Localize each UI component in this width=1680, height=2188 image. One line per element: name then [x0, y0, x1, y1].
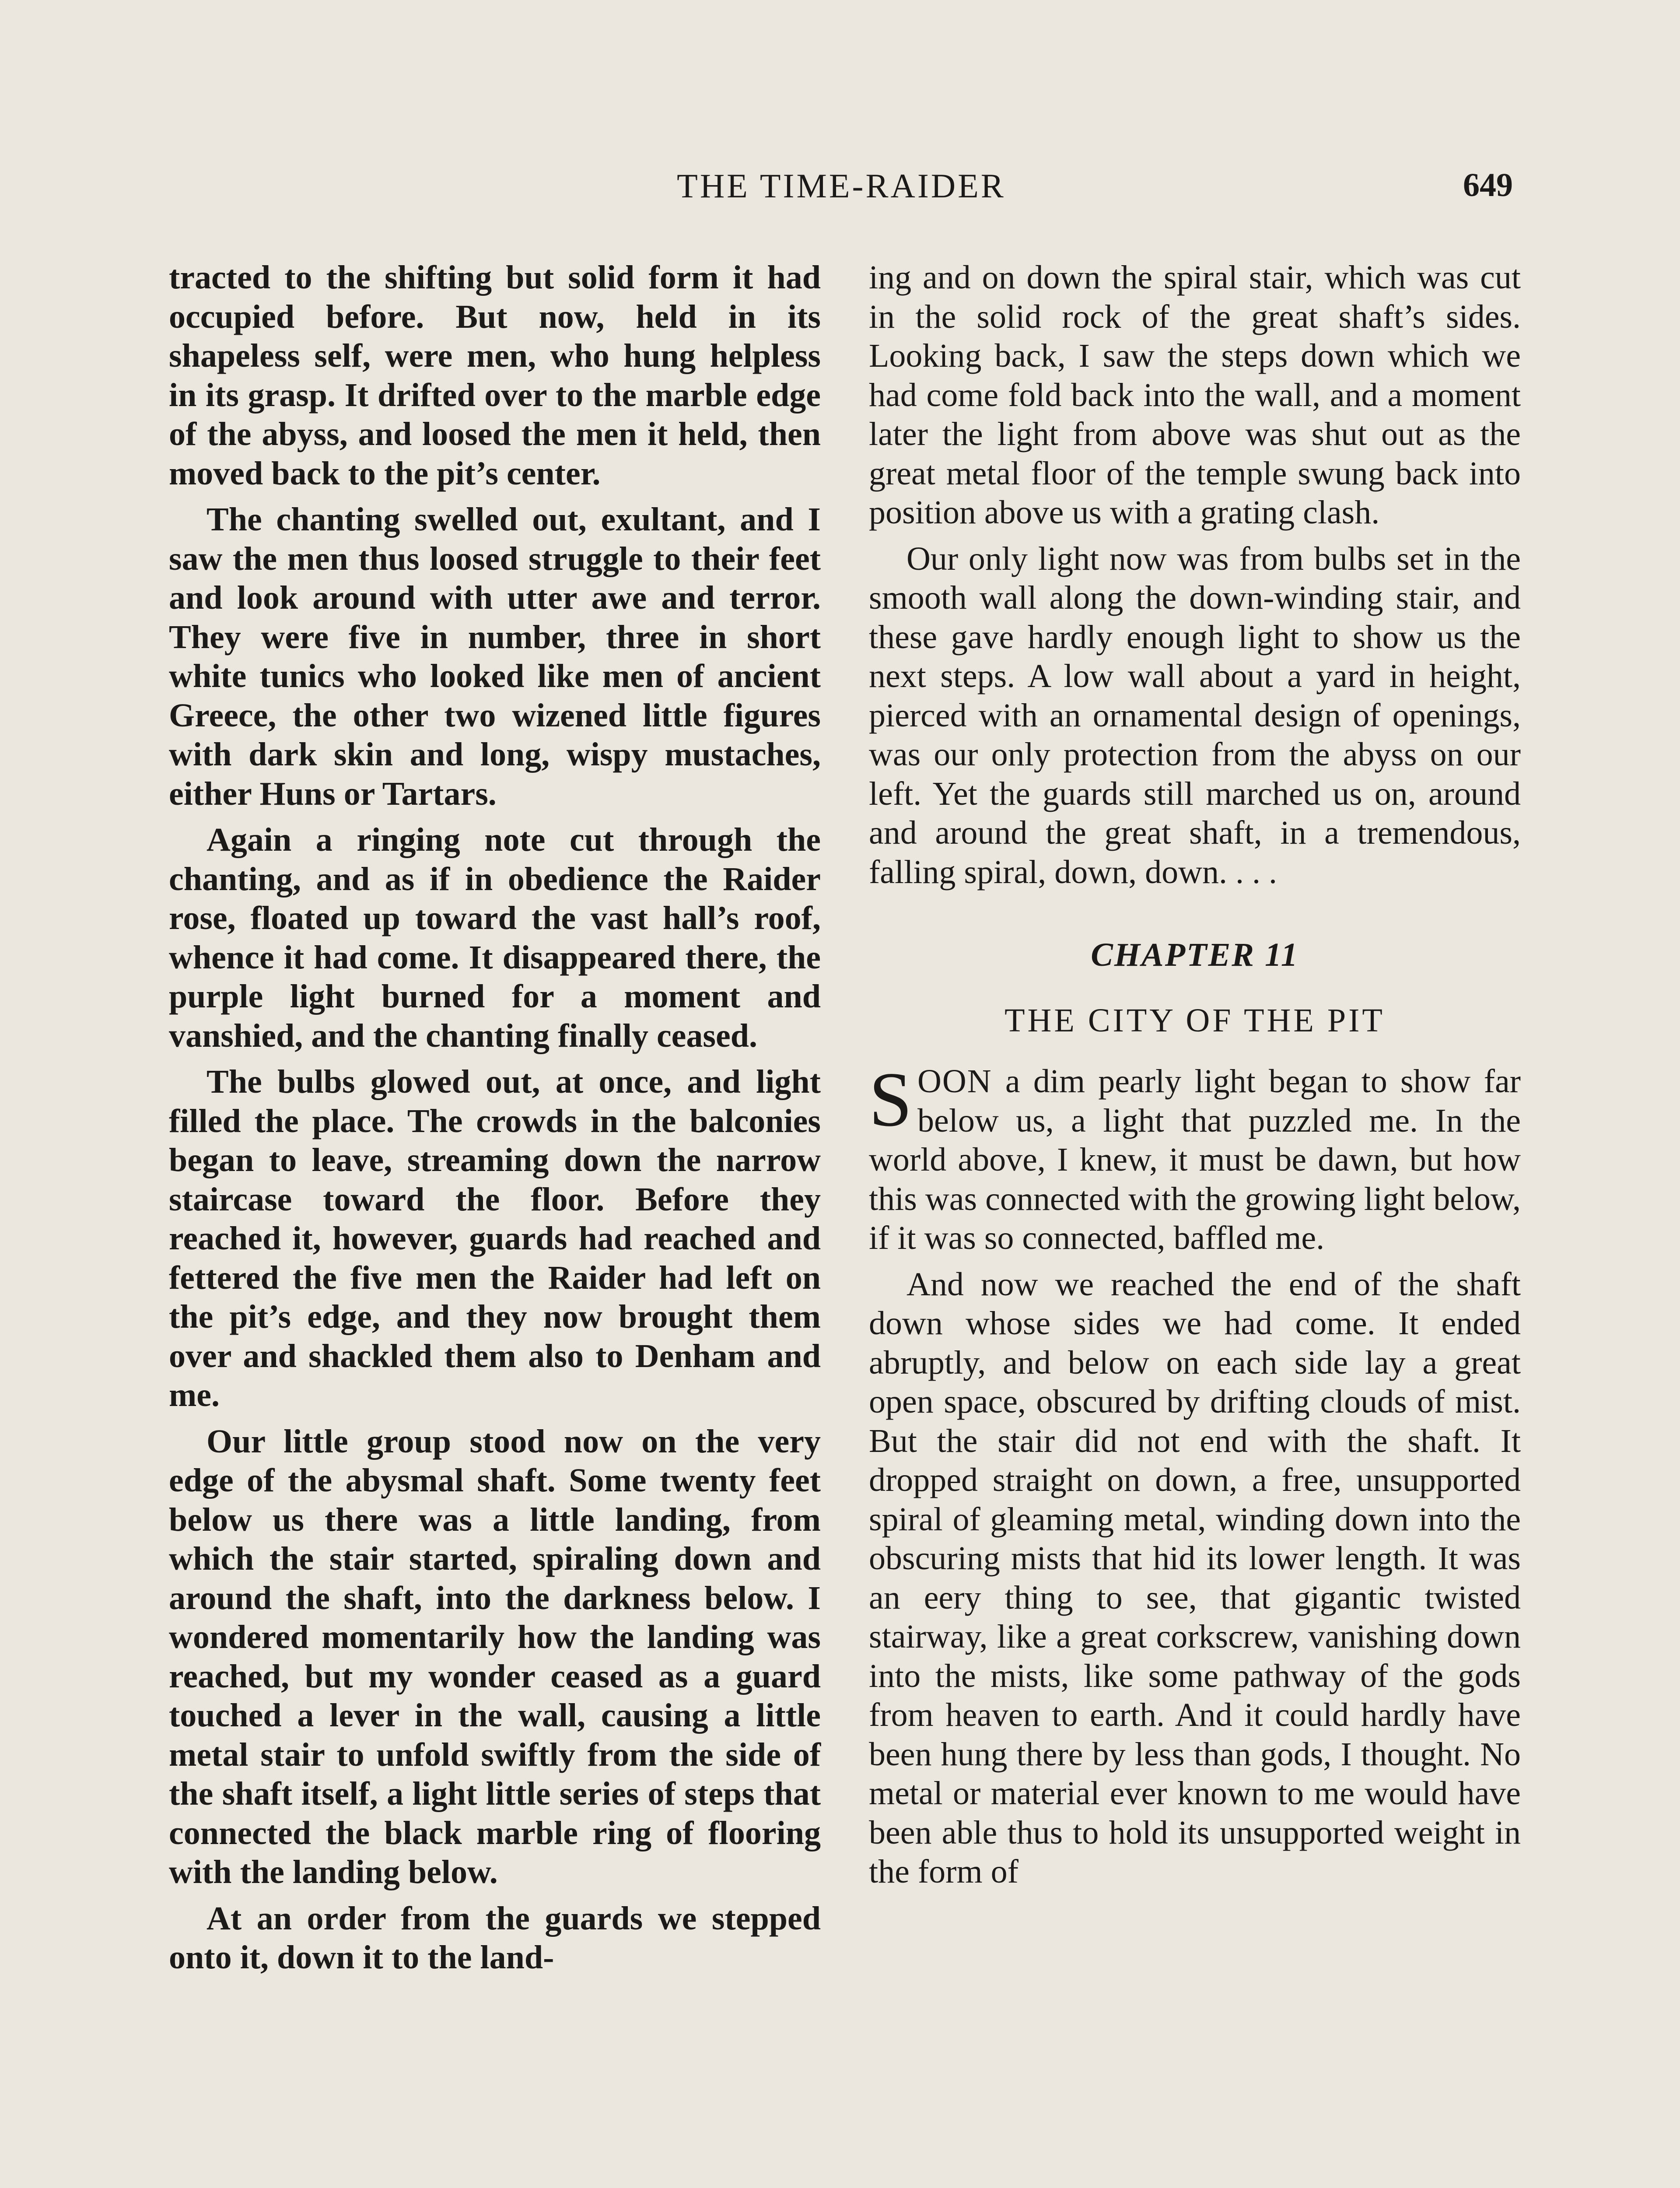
chapter-title: THE CITY OF THE PIT [1004, 1002, 1385, 1039]
paragraph: Again a ringing note cut through the chanting, and as if in obedience the Raider rose, floated up toward the vast hall’s roof, whence it had come. It disappeared there, the purple light burned for a moment and vanshied, and the chanting finally ceased. [169, 821, 821, 1054]
paragraph: And now we reached the end of the shaft down whose sides we had come. It ended abruptly, and below on each side lay a great open space, obscured by drifting clouds of mist. But the stair did not end with the shaft. It dropped straight on down, a free, unsupported spiral of gleaming metal, winding down into the obscuring mists that hid its lower length. It was an eery thing to see, that gigantic twisted stairway, like a great corkscrew, vanishing down into the mists, like some pathway of the gods from heaven to earth. And it could hardly have been hung there by less than gods, I thought. No metal or material ever known to me would have been able thus to hold its unsupported weight in the form of [869, 1266, 1521, 1890]
paragraph: The bulbs glowed out, at once, and light filled the place. The crowds in the balconies began to leave, streaming down the narrow staircase toward the floor. Before they reached it, however, guards had reached and fettered the five men the Raider had left on the pit’s edge, and they now brought them over and shackled them also to Denham and me. [169, 1063, 821, 1413]
drop-cap: S [869, 1056, 912, 1143]
right-column [869, 258, 1521, 1899]
paragraph: tracted to the shifting but solid form it had occupied before. But now, held in its shapeless self, were men, who hung helpless in its grasp. It drifted over to the marble edge of the abyss, and loosed the men it held, then moved back to the pit’s center. [169, 259, 821, 492]
running-head [170, 166, 1513, 214]
page-number: 649 [1463, 167, 1513, 203]
paragraph: The chanting swelled out, exultant, and I saw the men thus loosed struggle to their feet and look around with utter awe and terror. They were five in number, three in short white tunics who looked like men of ancient Greece, the other two wizened little figures with dark skin and long, wispy mustaches, either Huns or Tartars. [169, 501, 821, 812]
paragraph: ing and on down the spiral stair, which was cut in the solid rock of the great shaft’s sides. Looking back, I saw the steps down which we had come fold back into the wall, and a moment later the light from above was shut out as the great metal floor of the temple swung back into position above us with a grating clash. [869, 259, 1521, 531]
left-column [169, 258, 821, 1985]
paragraph: Our only light now was from bulbs set in the smooth wall along the down-winding stair, and these gave hardly enough light to show us the next steps. A low wall about a yard in height, pierced with an ornamental design of openings, was our only protection from the abyss on our left. Yet the guards still marched us on, around and around the great shaft, in a tremendous, falling spiral, down, down. . . . [869, 540, 1521, 891]
running-title: THE TIME-RAIDER [677, 167, 1006, 205]
chapter-opening-paragraph [869, 1056, 1521, 1258]
opening-text: a dim pearly light began to show far below us, a light that puzzled me. In the world above, I knew, it must be dawn, but how this was connected with the growing light below, if it was so connected, baffled me. [869, 1063, 1521, 1256]
chapter-label: CHAPTER 11 [1091, 936, 1299, 973]
small-caps-lead: OON [917, 1063, 992, 1100]
paragraph: At an order from the guards we stepped onto it, down it to the land- [169, 1900, 821, 1976]
paragraph: Our little group stood now on the very edge of the abysmal shaft. Some twenty feet below us there was a little landing, from which the stair started, spiraling down and around the shaft, into the darkness below. I wondered momentarily how the landing was reached, but my wonder ceased as a guard touched a lever in the wall, causing a little metal stair to unfold swiftly from the side of the shaft itself, a light little series of steps that connected the black marble ring of flooring with the landing below. [169, 1423, 821, 1890]
